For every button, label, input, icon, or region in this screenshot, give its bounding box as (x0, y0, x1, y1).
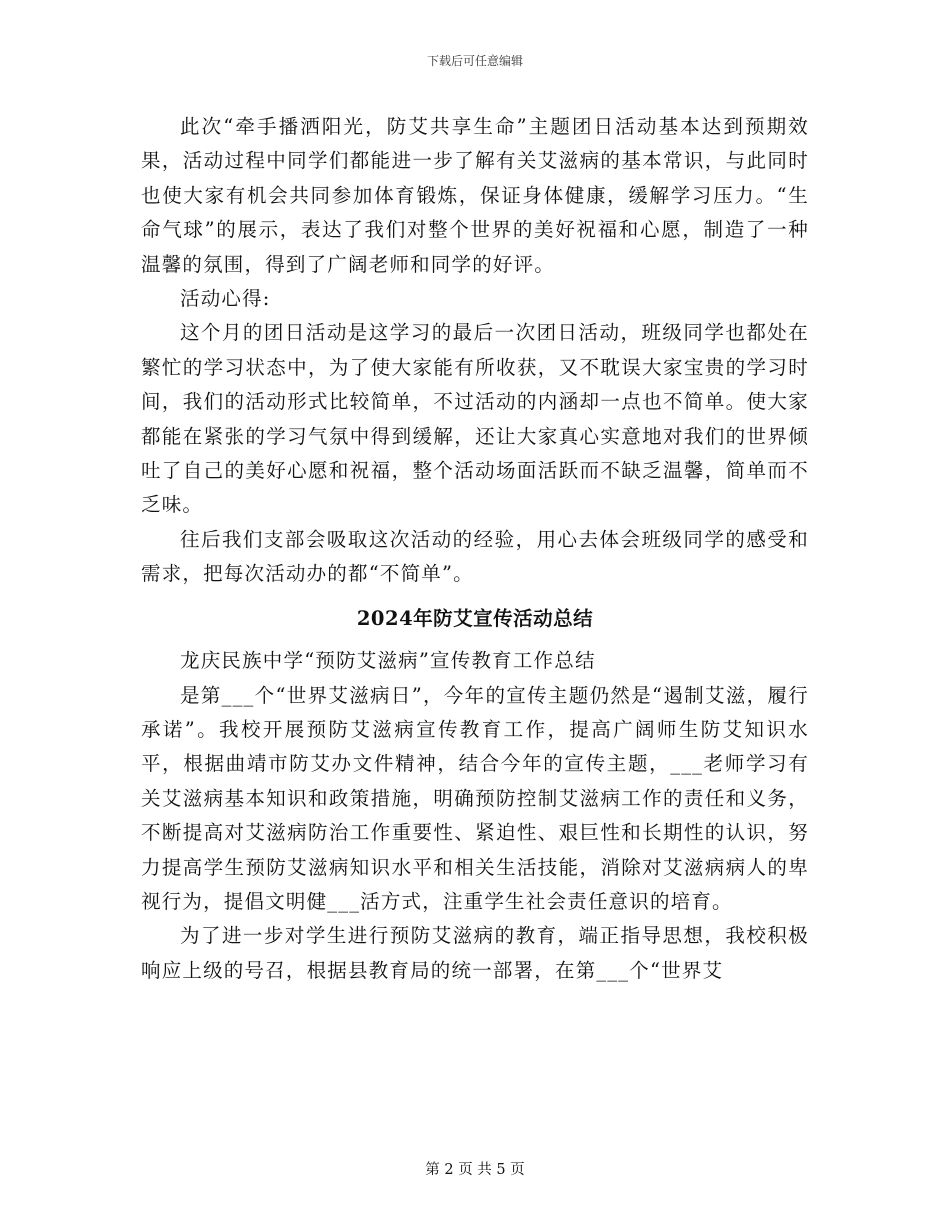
paragraph-activity-experience: 这个月的团日活动是这学习的最后一次团日活动，班级同学也都处在繁忙的学习状态中，为了使大家能有所收获，又不耽误大家宝贵的学习时间，我们的活动形式比较简单，不过活动的内涵却一点也不简单。使大家都能在紧张的学习气氛中得到缓解，还让大家真心实意地对我们的世界倾吐了自己的美好心愿和祝福，整个活动场面活跃而不缺乏温馨，简单而不乏味。 (141, 321, 809, 517)
paragraph-world-aids-day: 是第___个“世界艾滋病日”，今年的宣传主题仍然是“遏制艾滋，履行承诺”。我校开展预防艾滋病宣传教育工作，提高广阔师生防艾知识水平，根据曲靖市防艾办文件精神，结合今年的宣传主题，___老师学习有关艾滋病基本知识和政策措施，明确预防控制艾滋病工作的责任和义务，不断提高对艾滋病防治工作重要性、紧迫性、艰巨性和长期性的认识，努力提高学生预防艾滋病知识水平和相关生活技能，消除对艾滋病病人的卑视行为，提倡文明健___活方式，注重学生社会责任意识的培育。 (141, 683, 809, 913)
document-body (141, 110, 809, 988)
paragraph-heading-experience: 活动心得: (180, 287, 271, 311)
paragraph-future-plan: 往后我们支部会吸取这次活动的经验，用心去体会班级同学的感受和需求，把每次活动办的都“不简单”。 (141, 527, 809, 586)
section-title: 2024年防艾宣传活动总结 (356, 606, 594, 630)
page-header: 下载后可任意编辑 (426, 54, 523, 68)
paragraph-further-education: 为了进一步对学生进行预防艾滋病的教育，端正指导思想，我校积极响应上级的号召，根据县教育局的统一部署，在第___个“世界艾 (141, 924, 809, 982)
paragraph-activity-summary: 此次“牵手播洒阳光，防艾共享生命”主题团日活动基本达到预期效果，活动过程中同学们都能进一步了解有关艾滋病的基本常识，与此同时也使大家有机会共同参加体育锻炼，保证身体健康，缓解学习压力。“生命气球”的展示，表达了我们对整个世界的美好祝福和心愿，制造了一种温馨的氛围，得到了广阔老师和同学的好评。 (141, 115, 809, 276)
page-footer: 第 2 页 共 5 页 (425, 1162, 525, 1178)
paragraph-school-summary-title: 龙庆民族中学“预防艾滋病”宣传教育工作总结 (180, 649, 596, 673)
